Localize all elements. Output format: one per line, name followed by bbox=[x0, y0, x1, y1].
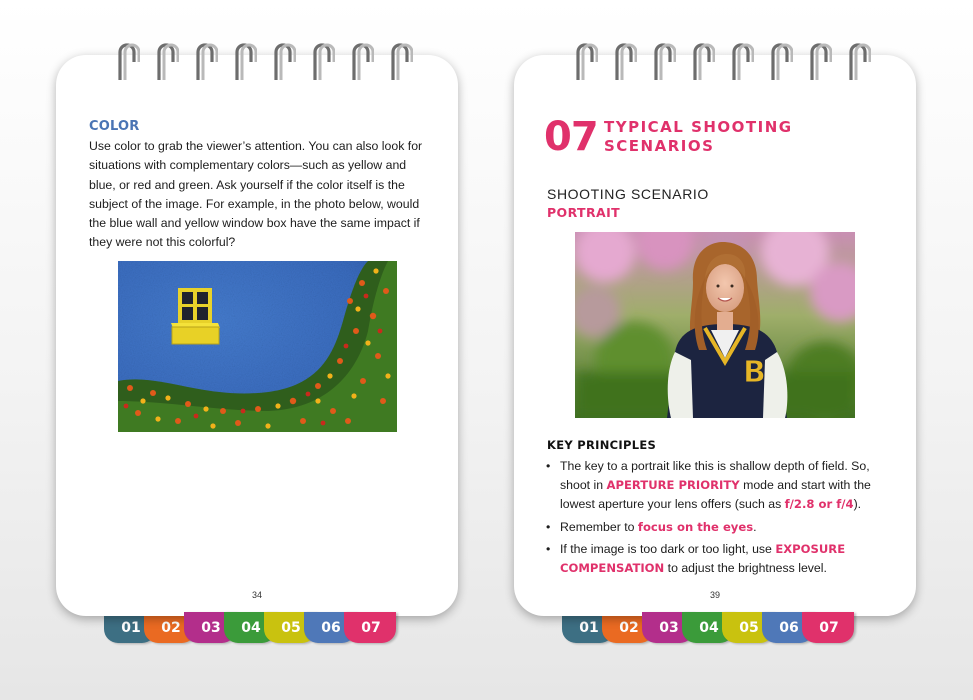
right-spiral-book bbox=[514, 0, 916, 700]
chapter-tab-01[interactable]: 01 bbox=[562, 612, 614, 643]
bullet-text: If the image is too dark or too light, use bbox=[560, 541, 776, 556]
highlight-text: focus on the eyes bbox=[637, 519, 754, 534]
chapter-tab-03[interactable]: 03 bbox=[642, 612, 694, 643]
chapter-tab-02[interactable]: 02 bbox=[144, 612, 196, 643]
bullet-icon: • bbox=[546, 541, 551, 556]
list-item bbox=[545, 540, 890, 578]
section-title: COLOR bbox=[89, 119, 140, 134]
scenario-label: SHOOTING SCENARIO bbox=[547, 186, 709, 202]
spiral-ring-icon bbox=[767, 38, 793, 82]
chapter-tab-07[interactable]: 07 bbox=[344, 612, 396, 643]
page-34 bbox=[56, 55, 458, 616]
spiral-binding bbox=[572, 38, 872, 82]
key-principles-list bbox=[545, 457, 890, 581]
bullet-text: Remember to bbox=[560, 519, 638, 534]
chapter-tab-01[interactable]: 01 bbox=[104, 612, 156, 643]
bullet-icon: • bbox=[546, 519, 551, 534]
chapter-tab-05[interactable]: 05 bbox=[722, 612, 774, 643]
blue-wall-photo bbox=[118, 261, 397, 432]
highlight-text: f/2.8 or f/4 bbox=[784, 497, 854, 512]
page-number: 34 bbox=[251, 590, 262, 600]
body-text: Use color to grab the viewer’s attention. You can also look for situations with complementary colors—such as yellow and blue, or red and green. Ask yourself if the color itself is the subject of the image. For example, in the photo below, would the blue wall and yellow window box have the same impact if they were not this colorful? bbox=[89, 139, 423, 250]
key-principles-title: KEY PRINCIPLES bbox=[547, 438, 657, 452]
chapter-tab-04[interactable]: 04 bbox=[682, 612, 734, 643]
bullet-text: . bbox=[753, 519, 757, 534]
bullet-text: mode and start with the lowest aperture your lens offers (such as bbox=[560, 478, 871, 512]
chapter-tab-07[interactable]: 07 bbox=[802, 612, 854, 643]
list-item bbox=[545, 457, 890, 515]
spiral-binding bbox=[114, 38, 414, 82]
left-spiral-book bbox=[56, 0, 458, 700]
spiral-ring-icon bbox=[192, 38, 218, 82]
chapter-tabs bbox=[562, 612, 864, 643]
portrait-photo bbox=[575, 232, 855, 418]
spiral-ring-icon bbox=[806, 38, 832, 82]
chapter-tab-03[interactable]: 03 bbox=[184, 612, 236, 643]
spiral-ring-icon bbox=[845, 38, 871, 82]
bullet-icon: • bbox=[546, 459, 551, 473]
page-number: 39 bbox=[709, 590, 720, 600]
highlight-text: APERTURE PRIORITY bbox=[606, 478, 740, 493]
chapter-tab-06[interactable]: 06 bbox=[762, 612, 814, 643]
spiral-ring-icon bbox=[153, 38, 179, 82]
spiral-ring-icon bbox=[650, 38, 676, 82]
chapter-tab-04[interactable]: 04 bbox=[224, 612, 276, 643]
chapter-tab-02[interactable]: 02 bbox=[602, 612, 654, 643]
spiral-ring-icon bbox=[348, 38, 374, 82]
bullet-text: The key to a portrait like this is shallow depth of field. So, shoot in bbox=[560, 459, 870, 493]
page-39 bbox=[514, 55, 916, 616]
chapter-tabs bbox=[104, 612, 406, 643]
bullet-text: to adjust the brightness level. bbox=[664, 561, 827, 576]
list-item bbox=[545, 518, 890, 537]
bullet-text: ). bbox=[853, 497, 862, 512]
spiral-ring-icon bbox=[309, 38, 335, 82]
highlight-text: EXPOSURE COMPENSATION bbox=[560, 541, 846, 576]
spiral-ring-icon bbox=[728, 38, 754, 82]
chapter-tab-06[interactable]: 06 bbox=[304, 612, 356, 643]
chapter-title: TYPICAL SHOOTING SCENARIOS bbox=[604, 118, 793, 155]
svg-text:B: B bbox=[743, 355, 766, 390]
spiral-ring-icon bbox=[611, 38, 637, 82]
spiral-ring-icon bbox=[387, 38, 413, 82]
spiral-ring-icon bbox=[270, 38, 296, 82]
scenario-name: PORTRAIT bbox=[547, 205, 621, 220]
spiral-ring-icon bbox=[689, 38, 715, 82]
spiral-ring-icon bbox=[231, 38, 257, 82]
spiral-ring-icon bbox=[114, 38, 140, 82]
chapter-number: 07 bbox=[544, 114, 598, 160]
spiral-ring-icon bbox=[572, 38, 598, 82]
chapter-tab-05[interactable]: 05 bbox=[264, 612, 316, 643]
